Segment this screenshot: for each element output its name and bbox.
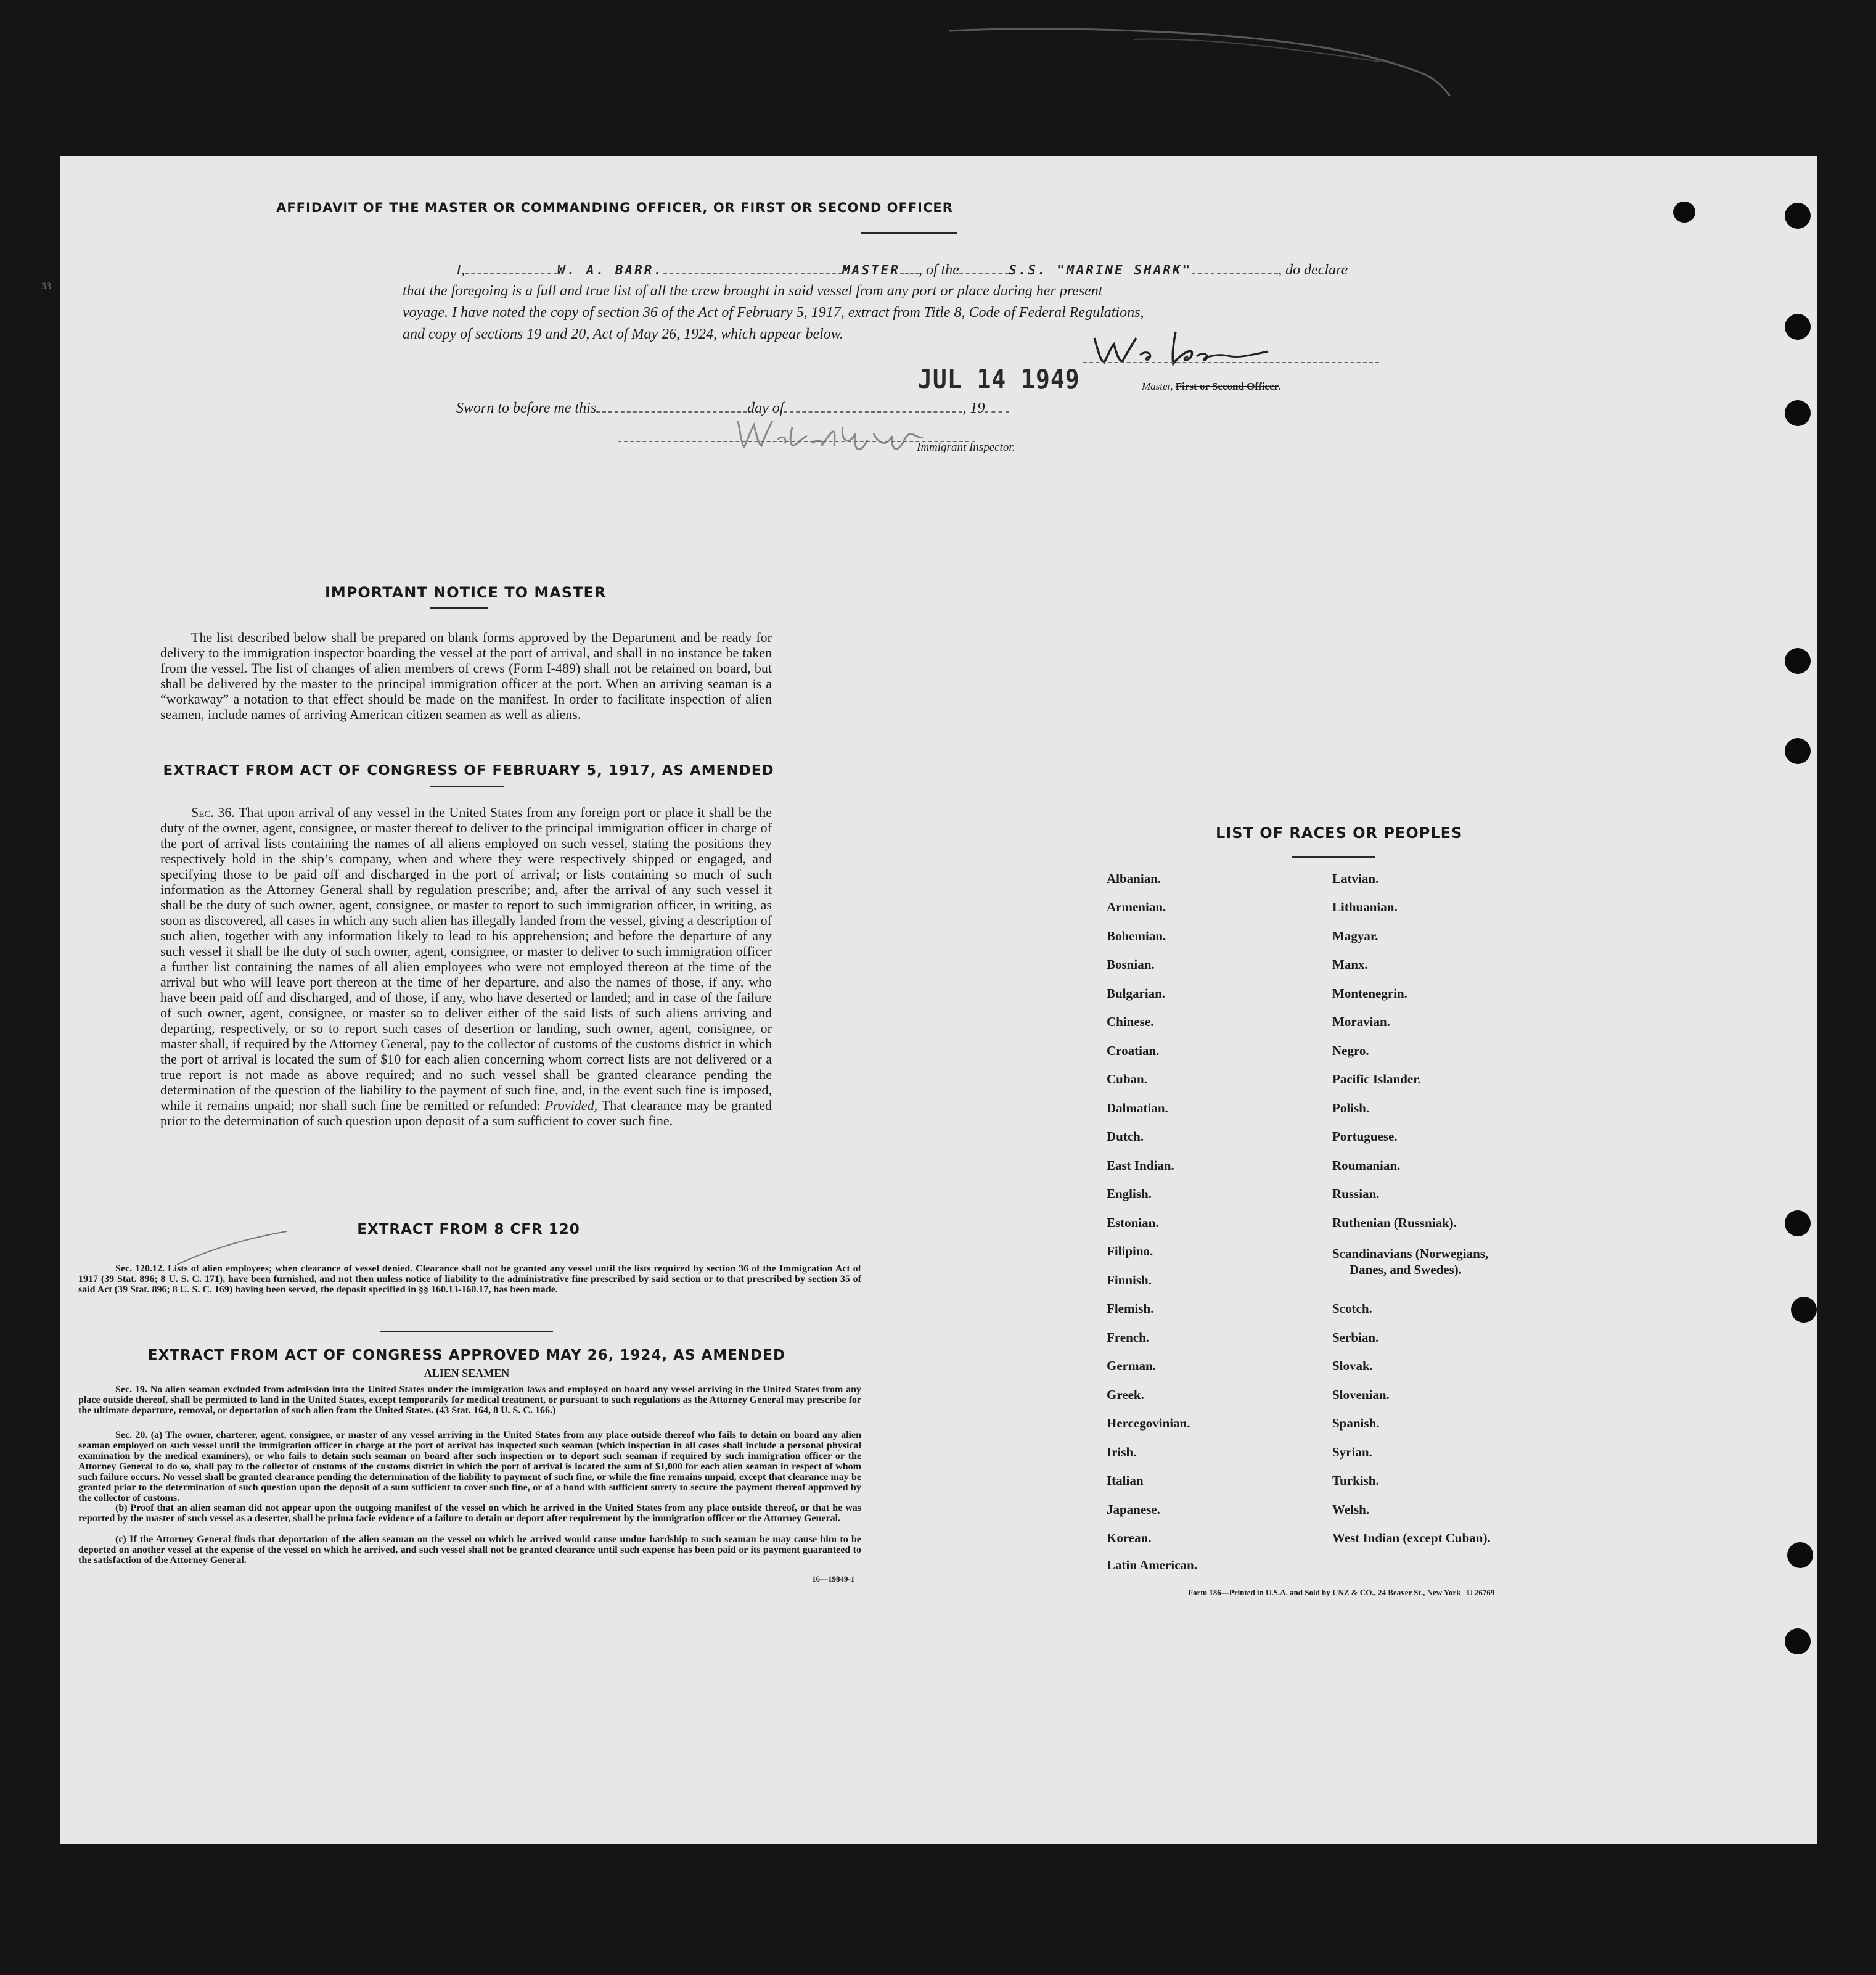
race-entry: Spanish. xyxy=(1332,1416,1380,1431)
alien-seamen-subtitle: ALIEN SEAMEN xyxy=(424,1367,510,1379)
form-page xyxy=(41,156,1817,1844)
race-entry: Chinese. xyxy=(1107,1014,1154,1029)
race-entry: Armenian. xyxy=(1107,900,1166,914)
race-entry: Italian xyxy=(1107,1473,1144,1488)
section-36-label: Sec. 36. xyxy=(191,805,235,820)
dash-fill xyxy=(1192,260,1278,274)
race-entry: Latvian. xyxy=(1332,871,1379,886)
race-entry: Roumanian. xyxy=(1332,1158,1401,1173)
dash-fill xyxy=(959,260,1009,274)
race-entry: English. xyxy=(1107,1186,1152,1201)
dash-fill xyxy=(663,260,842,274)
signature-line xyxy=(1083,361,1379,363)
stray-pen-mark xyxy=(177,1229,288,1266)
race-entry: Bohemian. xyxy=(1107,929,1166,943)
cfr-divider xyxy=(380,1331,553,1332)
notice-body: The list described below shall be prepared on blank forms approved by the Department and be ready for delivery to the immigration inspector boarding the vessel at the port of arrival, and shall in no instance be taken from the vessel. The list of changes of alien members of crews (Form I-489) shall not be retained on board, but shall be delivered by the master to the principal immigration officer at the port. When an arriving seaman is a “workaway” a notation to that effect should be made on the manifest. In order to facilitate inspection of alien seamen, include names of arriving American citizen seamen as well as aliens. xyxy=(160,630,772,722)
punch-hole xyxy=(1785,203,1811,229)
extract-1924-title: EXTRACT FROM ACT OF CONGRESS APPROVED MAY 26, 1924, AS AMENDED xyxy=(147,1347,786,1363)
scanner-edge-mark xyxy=(949,25,1461,105)
section-20a-text: Sec. 20. (a) The owner, charterer, agent, consignee, or master of any vessel arriving in the United States from any place outside thereof who fails to detain on board any alien seaman employed on such vessel until the immigration officer in charge at the port of arrival has inspected such seaman (which inspection in all cases shall include a personal physical examination by the medical examiners), or who fails to detain such seaman on board after such inspection or to deport such seaman if required by such immigration officer or the Attorney General to do so, shall pay to the collector of customs of the customs district in which the port of arrival is located the sum of $1,000 for each alien seaman in respect of whom such failure occurs. No vessel shall be granted clearance pending the determination of the liability to payment of such fine, or while the fine remains unpaid, except that clearance may be granted prior to the determination of such question upon the deposit of a sum sufficient to cover such fine, or of a bond with sufficient surety to secure the payment thereof approved by the collector of customs. xyxy=(78,1430,861,1503)
dash-fill xyxy=(465,260,557,274)
sworn-label: Sworn to before me this xyxy=(456,400,597,416)
margin-mark: 33 xyxy=(41,281,51,292)
master-label: Master, xyxy=(1142,380,1173,392)
day-of-label: day of xyxy=(747,400,784,416)
punch-hole xyxy=(1785,400,1811,426)
punch-hole xyxy=(1785,1210,1811,1236)
race-entry: West Indian (except Cuban). xyxy=(1332,1530,1491,1545)
race-entry: Scotch. xyxy=(1332,1301,1372,1316)
race-entry: Welsh. xyxy=(1332,1502,1370,1517)
dash-fill xyxy=(985,398,1009,413)
race-entry: Dutch. xyxy=(1107,1129,1144,1144)
punch-hole xyxy=(1785,1628,1811,1654)
provided-word: Provided, xyxy=(544,1098,598,1113)
race-entry: Dalmatian. xyxy=(1107,1101,1168,1115)
section-36-text xyxy=(160,805,772,1128)
title-underline xyxy=(861,232,957,234)
race-entry: Turkish. xyxy=(1332,1473,1379,1488)
race-entry: Negro. xyxy=(1332,1043,1369,1058)
race-entry: Serbian. xyxy=(1332,1330,1379,1345)
do-declare-label: , do declare xyxy=(1278,262,1348,278)
race-entry: Finnish. xyxy=(1107,1273,1152,1287)
race-entry: Greek. xyxy=(1107,1387,1144,1402)
master-signature xyxy=(1083,319,1280,375)
cfr-body: Sec. 120.12. Lists of alien employees; when clearance of vessel denied. Clearance shall not be granted any vessel until the lists required by section 36 of the Immigration Act of 1917 (39 Stat. 896; 8 U. S. C. 171), have been furnished, and not then unless notice of liability to the administrative fine prescribed by said section or to that prescribed by section 35 of said Act (39 Stat. 896; 8 U. S. C. 169) having been served, the deposit specified in §§ 160.13-160.17, has been made. xyxy=(78,1263,861,1295)
race-entry: Cuban. xyxy=(1107,1072,1147,1086)
notice-underline xyxy=(430,607,488,609)
race-entry: Polish. xyxy=(1332,1101,1370,1115)
race-entry: Manx. xyxy=(1332,957,1368,972)
extract-1917-underline xyxy=(430,786,504,787)
punch-hole xyxy=(1787,1542,1813,1568)
affidavit-title: AFFIDAVIT OF THE MASTER OR COMMANDING OFFICER, OR FIRST OR SECOND OFFICER xyxy=(276,200,953,215)
dash-fill xyxy=(900,260,919,274)
race-entry: Albanian. xyxy=(1107,871,1161,886)
year-label: , 19 xyxy=(962,400,985,416)
declaration-line-4: and copy of sections 19 and 20, Act of May 26, 1924, which appear below. xyxy=(403,326,844,342)
section-20b-text: (b) Proof that an alien seaman did not appear upon the outgoing manifest of the vessel on which he arrived in the United States from any place outside thereof, or that he was reported by the master of such vessel as a deserter, shall be prima facie evidence of a failure to detain or deport after requirement by the immigration officer or the Attorney General. xyxy=(78,1503,861,1524)
punch-hole xyxy=(1785,648,1811,674)
dash-fill xyxy=(596,398,747,413)
race-entry: East Indian. xyxy=(1107,1158,1174,1173)
race-entry: Slovenian. xyxy=(1332,1387,1390,1402)
race-entry: Croatian. xyxy=(1107,1043,1160,1058)
word-i: I, xyxy=(456,262,465,278)
race-entry: Lithuanian. xyxy=(1332,900,1398,914)
race-entry: Bosnian. xyxy=(1107,957,1155,972)
vessel-name: S.S. "MARINE SHARK" xyxy=(1008,263,1192,277)
master-rank: MASTER xyxy=(842,263,900,277)
race-entry: Flemish. xyxy=(1107,1301,1154,1316)
race-entry: Hercegovinian. xyxy=(1107,1416,1190,1431)
race-entry: Bulgarian. xyxy=(1107,986,1166,1001)
declaration-line-3: voyage. I have noted the copy of section 36 of the Act of February 5, 1917, extract from Title 8, Code of Federal Regulations, xyxy=(403,305,1144,321)
race-entry: Japanese. xyxy=(1107,1502,1160,1517)
race-entry: Portuguese. xyxy=(1332,1129,1398,1144)
master-name: W. A. BARR. xyxy=(557,263,664,277)
section-36-body-end: That clearance may be granted prior to the determination of such question upon deposit of a sum sufficient to cover such fine. xyxy=(160,1098,772,1128)
race-entry: Korean. xyxy=(1107,1530,1152,1545)
race-entry: Syrian. xyxy=(1332,1445,1372,1460)
form-code: 16—19849-1 xyxy=(812,1574,855,1583)
date-stamp: JUL 14 1949 xyxy=(918,363,1080,395)
section-36-body: That upon arrival of any vessel in the United States from any foreign port or place it shall be the duty of the owner, agent, consignee, or master thereof to deliver to the principal immigration officer in charge of the port of arrival lists containing the names of all aliens employed on such vessel, stating the positions they respectively hold in the ship’s company, when and where they were respectively shipped or engaged, and specifying those to be paid off and discharged in the port of arrival; or lists containing so much of such information as the Attorney General shall by regulation prescribe; and, after the arrival of any such vessel it shall be the duty of such owner, agent, consignee, or master to report to such immigration officer, in writing, as soon as discovered, all cases in which any such alien has illegally landed from the vessel, giving a description of such alien, together with any information likely to lead to his apprehension; and before the departure of any such vessel it shall be the duty of such owner, agent, consignee, or master to deliver to such immigration officer a further list containing the names of all alien employees who were not employed thereon at the time of the arrival but who will leave port thereon at the time of her departure, and also the names of those, if any, who have been paid off and discharged, and of those, if any, who have deserted or landed; and in case of the failure of such owner, agent, consignee, or master so to deliver either of the said lists of such aliens arriving and departing, respectively, or so to report such cases of desertion or landing, such owner, agent, consignee, or master shall, if required by the Attorney General, pay to the collector of customs of the customs district in which the port of arrival is located the sum of $10 for each alien concerning whom correct lists are not delivered or a true report is not made as above required; and no such vessel shall be granted clearance pending the determination of the question of the liability to the payment of such fine, and, in the event such fine is imposed, while it remains unpaid; nor shall such fine be remitted or refunded: xyxy=(160,805,772,1113)
races-title: LIST OF RACES OR PEOPLES xyxy=(1216,824,1463,842)
race-entry: German. xyxy=(1107,1358,1156,1373)
declaration-line-1 xyxy=(456,260,1348,279)
race-entry: Estonian. xyxy=(1107,1215,1159,1230)
race-entry: Filipino. xyxy=(1107,1244,1153,1258)
notice-title: IMPORTANT NOTICE TO MASTER xyxy=(325,584,607,601)
race-entry: Slovak. xyxy=(1332,1358,1373,1373)
race-entry: Magyar. xyxy=(1332,929,1378,943)
declaration-line-2: that the foregoing is a full and true list of all the crew brought in said vessel from any port or place during her present xyxy=(403,283,1103,299)
race-entry-continuation: Danes, and Swedes). xyxy=(1350,1262,1462,1277)
race-entry: Pacific Islander. xyxy=(1332,1072,1421,1086)
race-entry: Scandinavians (Norwegians, xyxy=(1332,1246,1489,1261)
race-entry: French. xyxy=(1107,1330,1150,1345)
of-the-label: , of the xyxy=(918,262,959,278)
race-entry: Montenegrin. xyxy=(1332,986,1407,1001)
inspector-label: Immigrant Inspector. xyxy=(917,441,1015,454)
punch-hole xyxy=(1785,314,1811,340)
cfr-title: EXTRACT FROM 8 CFR 120 xyxy=(357,1222,580,1238)
race-entry: Latin American. xyxy=(1107,1558,1197,1572)
section-19-text: Sec. 19. No alien seaman excluded from admission into the United States under the immigration laws and employed on board any vessel arriving in the United States from any place outside thereof, shall be permitted to land in the United States, except temporarily for medical treatment, or pursuant to such regulations as the Attorney General may prescribe for the ultimate departure, removal, or deportation of such alien from the United States. (43 Stat. 164, 8 U. S. C. 166.) xyxy=(78,1384,861,1416)
race-entry: Moravian. xyxy=(1332,1014,1390,1029)
race-entry: Irish. xyxy=(1107,1445,1137,1460)
signature-caption: Master, First or Second Officer. xyxy=(1142,380,1282,392)
printer-footer: Form 186—Printed in U.S.A. and Sold by UNZ & CO., 24 Beaver St., New York U 26769 xyxy=(1188,1588,1495,1597)
punch-hole xyxy=(1785,738,1811,764)
struck-officer-label: First or Second Officer xyxy=(1175,380,1279,392)
race-entry: Ruthenian (Russniak). xyxy=(1332,1215,1457,1230)
race-entry: Russian. xyxy=(1332,1186,1380,1201)
punch-hole xyxy=(1673,202,1695,223)
punch-hole xyxy=(1791,1297,1817,1323)
races-underline xyxy=(1292,856,1375,858)
section-20c-text: (c) If the Attorney General finds that deportation of the alien seaman on the vessel on which he arrived would cause undue hardship to such seaman he may cause him to be deported on another vessel at the expense of the vessel on which he arrived, and such vessel shall not be granted clearance until such expense has been paid or its payment guaranteed to the satisfaction of the Attorney General. xyxy=(78,1534,861,1566)
extract-1917-title: EXTRACT FROM ACT OF CONGRESS OF FEBRUARY 5, 1917, AS AMENDED xyxy=(163,763,774,779)
